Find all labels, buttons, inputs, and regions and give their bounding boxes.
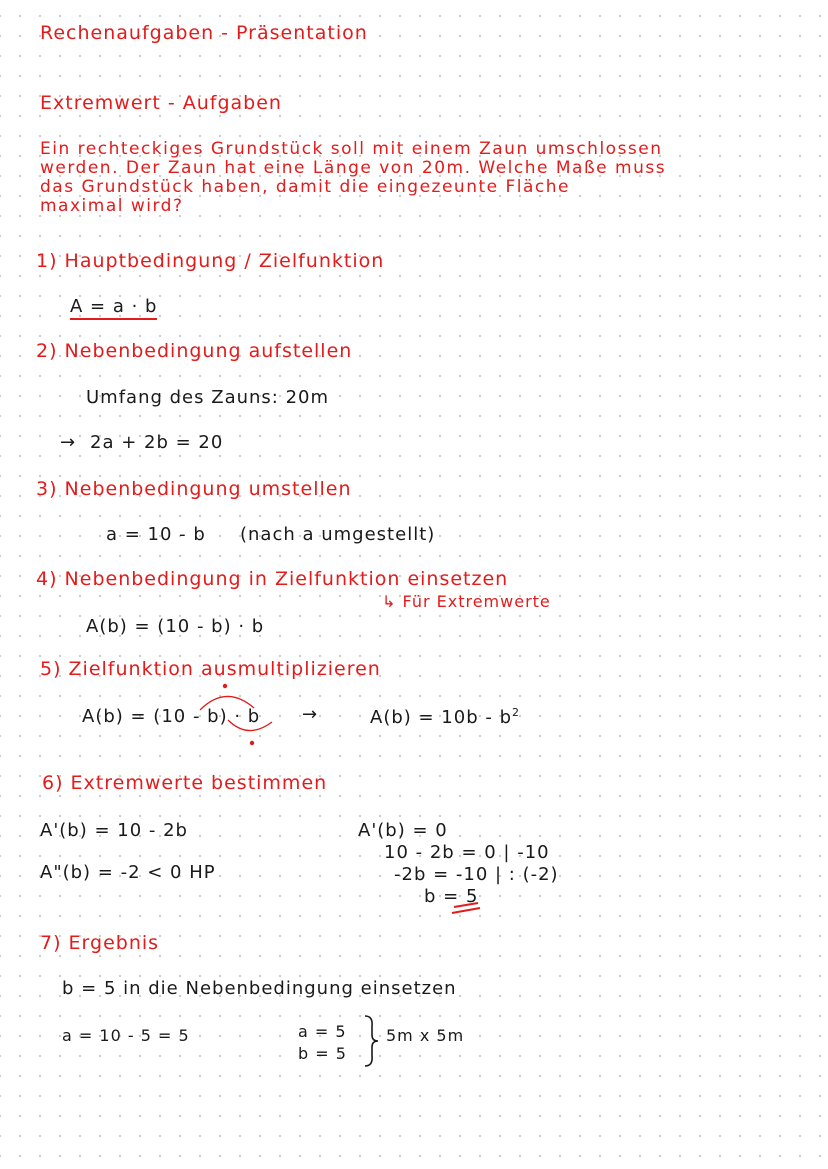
solution-b: b = 5 (424, 886, 479, 907)
step-4-heading: 4) Nebenbedingung in Zielfunktion einsetzen (36, 568, 509, 590)
curly-brace-icon (362, 1014, 382, 1068)
solve-step-1: 10 - 2b = 0 | -10 (384, 842, 550, 863)
expanded-function (370, 706, 520, 728)
derivative-zero: A'(b) = 0 (358, 820, 448, 841)
result-b: b = 5 (298, 1044, 347, 1063)
problem-line-4: maximal wird? (40, 196, 184, 216)
first-derivative: A'(b) = 10 - 2b (40, 820, 188, 841)
step-7-heading: 7) Ergebnis (40, 932, 160, 954)
arrow-icon: → (302, 704, 319, 725)
problem-line-3: das Grundstück haben, damit die eingezeunte Fläche (40, 177, 570, 197)
distribution-arrows-icon (188, 682, 298, 748)
extremwerte-note: ↳ Für Extremwerte (382, 592, 551, 611)
result-a: a = 5 (298, 1022, 347, 1041)
expanded-function-base: A(b) = 10b - b (370, 707, 513, 728)
arrow-icon: → (60, 432, 77, 453)
expand-left-formula: A(b) = (10 - b) · b (82, 706, 261, 727)
section-title: Extremwert - Aufgaben (40, 92, 282, 114)
problem-line-1: Ein rechteckiges Grundstück soll mit einem Zaun umschlossen (40, 139, 663, 159)
step-5-heading: 5) Zielfunktion ausmultiplizieren (40, 658, 381, 680)
step-3-heading: 3) Nebenbedingung umstellen (36, 478, 352, 500)
step-2-heading: 2) Nebenbedingung aufstellen (36, 340, 353, 362)
expanded-function-exponent: 2 (512, 706, 521, 719)
constraint-equation: 2a + 2b = 20 (90, 432, 224, 453)
solve-step-2: -2b = -10 | : (-2) (394, 864, 559, 885)
fence-perimeter-text: Umfang des Zauns: 20m (86, 387, 330, 408)
page-title: Rechenaufgaben - Präsentation (40, 22, 368, 44)
result-dimensions: 5m x 5m (386, 1026, 465, 1045)
rearranged-note: (nach a umgestellt) (240, 524, 436, 545)
second-derivative: A"(b) = -2 < 0 HP (40, 862, 216, 883)
substituted-function: A(b) = (10 - b) · b (86, 616, 265, 637)
result-text: b = 5 in die Nebenbedingung einsetzen (62, 978, 457, 999)
main-formula: A = a · b (70, 296, 157, 320)
problem-line-2: werden. Der Zaun hat eine Länge von 20m. Welche Maße muss (40, 158, 667, 178)
double-underline-icon (448, 900, 488, 916)
result-calculation: a = 10 - 5 = 5 (62, 1026, 190, 1045)
rearranged-equation: a = 10 - b (106, 524, 206, 545)
step-1-heading: 1) Hauptbedingung / Zielfunktion (36, 250, 385, 272)
step-6-heading: 6) Extremwerte bestimmen (42, 772, 328, 794)
